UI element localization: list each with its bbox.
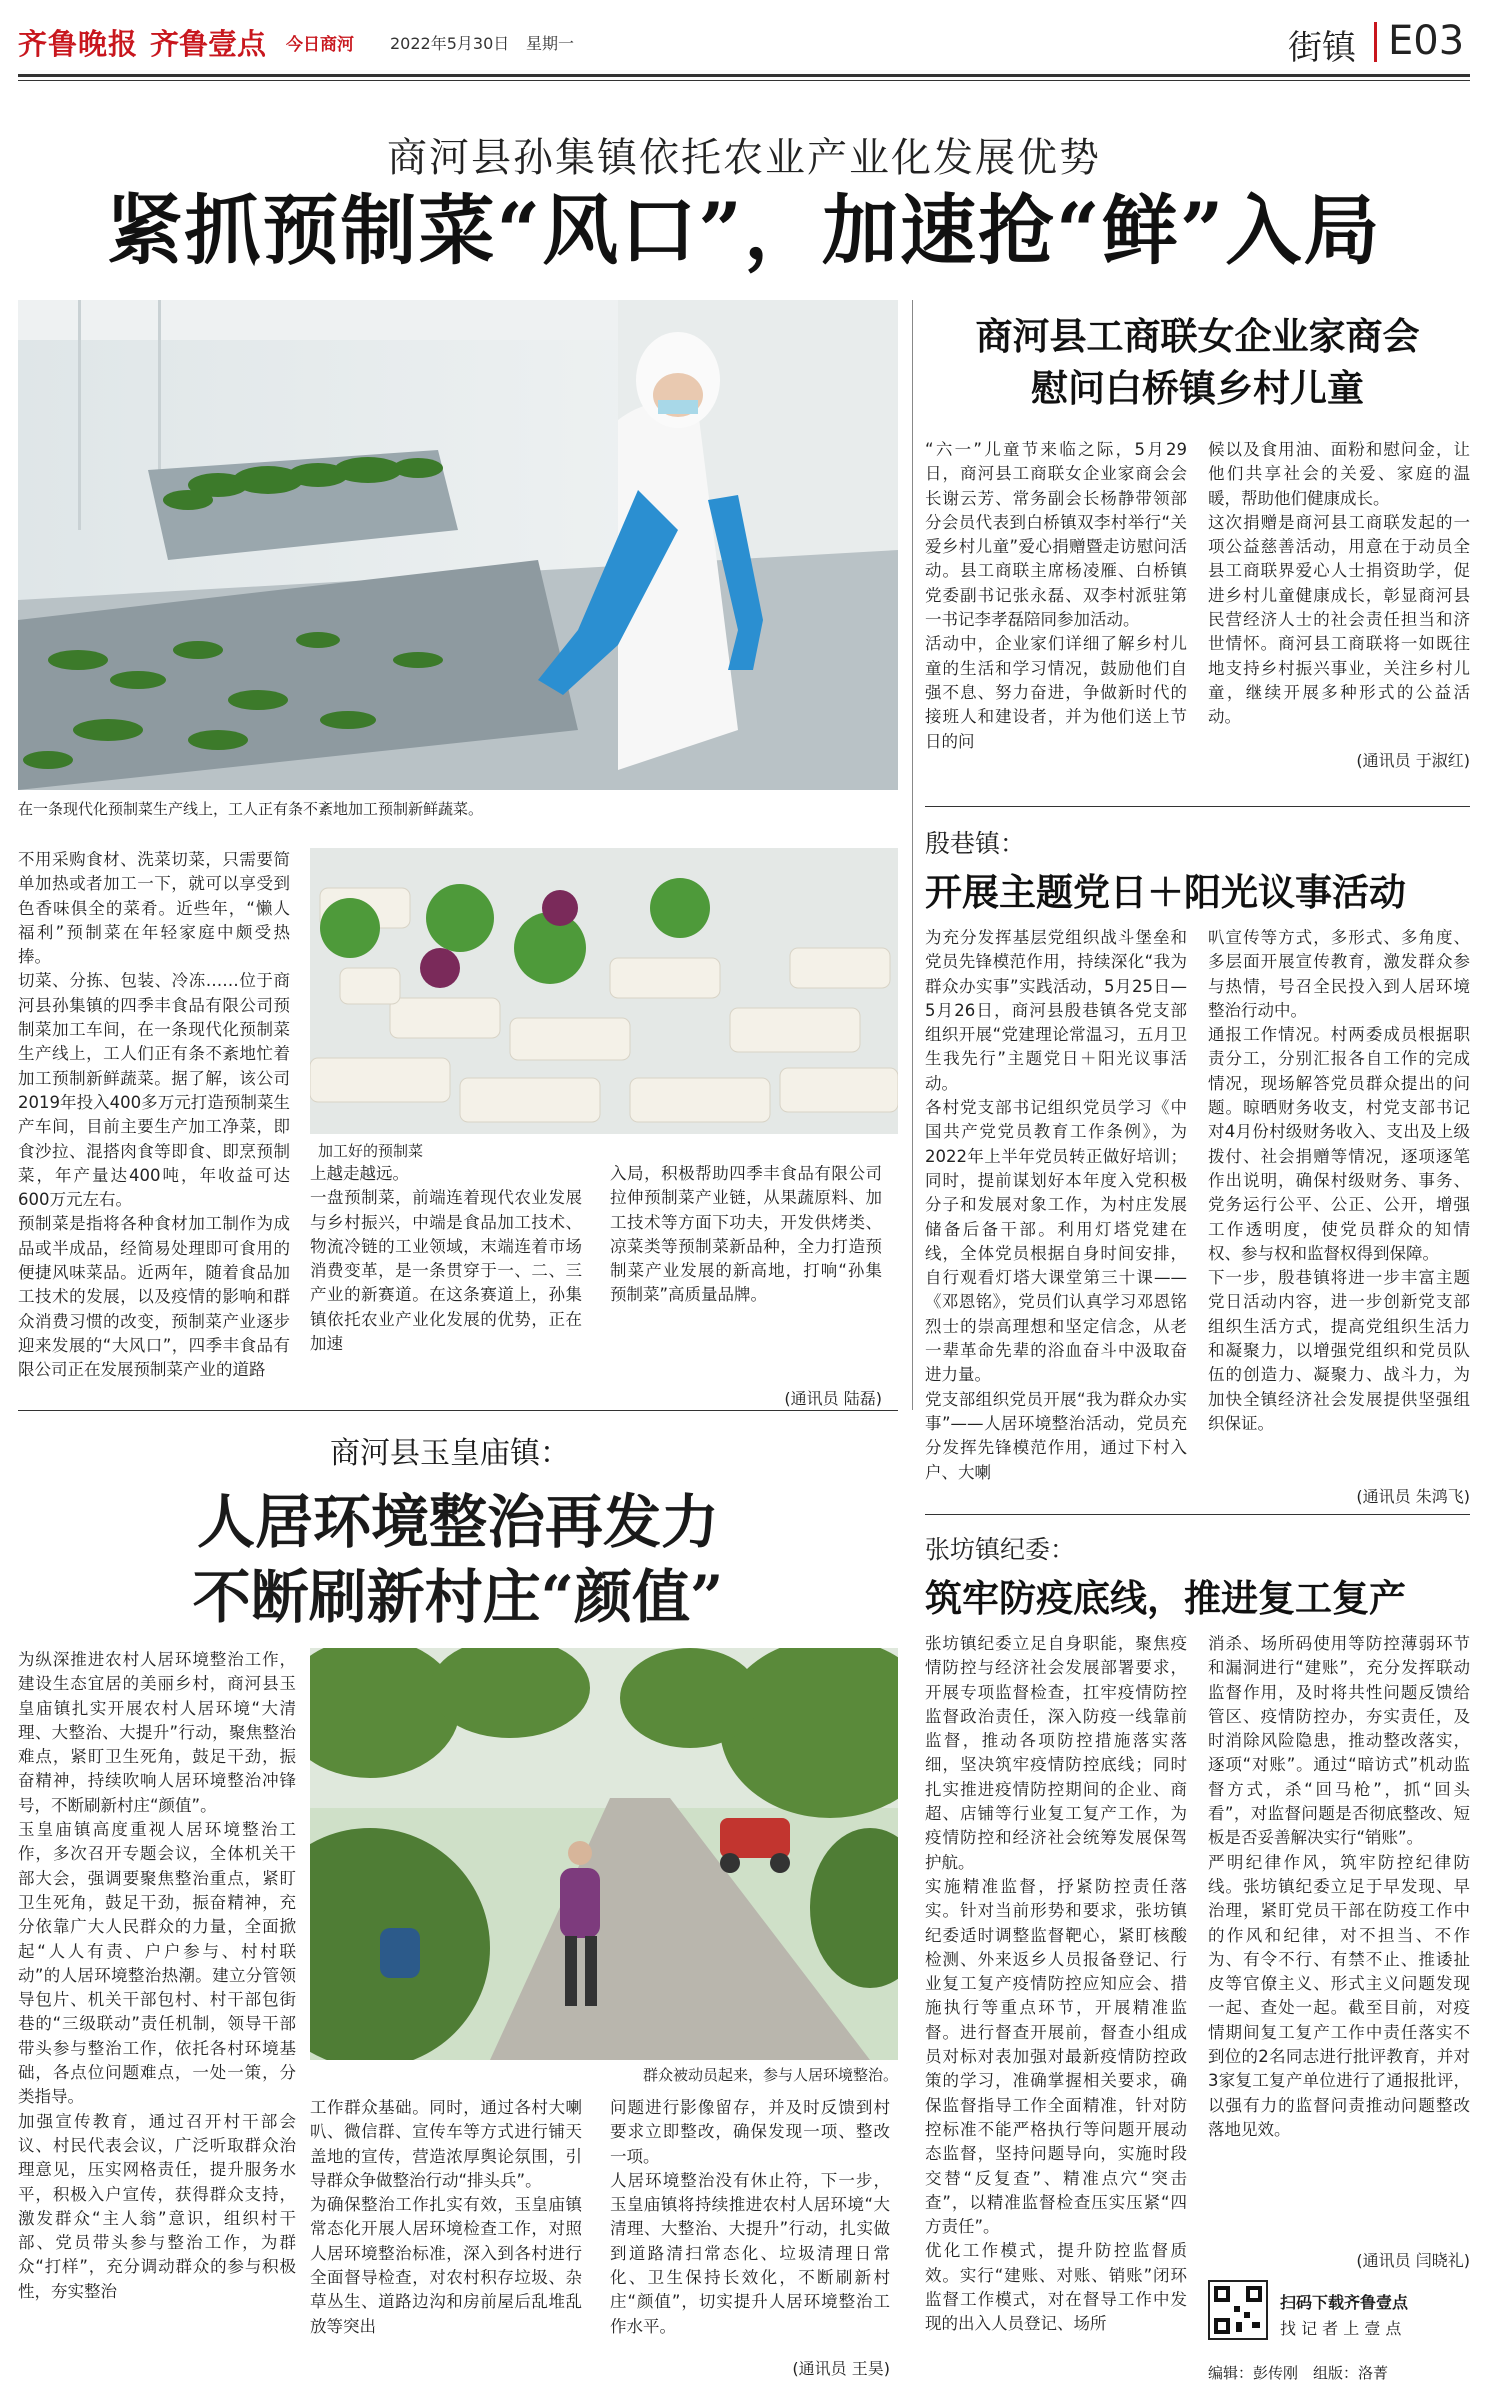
article4-column-2: 工作群众基础。同时，通过各村大喇叭、微信群、宣传车等方式进行铺天盖地的宣传，营造浓厚舆论氛围，引导群众争做整治行动“排头兵”。 为确保整治工作扎实有效，玉皇庙镇常态化开展人居环境检查工作，对照人居环境整治标准，深入到各村进行全面督导检查，对农村积存垃圾、杂草丛生、道路边沟和房前屋后乱堆乱放等突出 <box>310 2098 582 2336</box>
prepared-food-photo <box>310 848 898 1134</box>
issue-weekday: 星期一 <box>526 34 575 53</box>
masthead-rule <box>18 74 1470 77</box>
qr-label: 扫码下载齐鲁壹点 <box>1280 2293 1409 2312</box>
article5-kicker: 张坊镇纪委： <box>925 1535 1076 1564</box>
article4-headline-2: 不断刷新村庄“颜值” <box>192 1563 724 1631</box>
article3-column-1: 为充分发挥基层党组织战斗堡垒和党员先锋模范作用，持续深化“我为群众办实事”实践活动，5月25日—5月26日，商河县殷巷镇各党支部组织开展“党建理论常温习，五月卫生我先行”主题党日＋阳光议事活动。 各村党支部书记组织党员学习《中国共产党党员教育工作条例》，为2022年上半年党员转正做好培训；同时，提前谋划好本年度入党积极分子和发展对象工作，为村庄发展储备后备干部。利用灯塔党建在线，全体党员根据自身时间安排，自行观看灯塔大课堂第三十课——《邓恩铭》，党员们认真学习邓恩铭烈士的崇高理想和坚定信念，从老一辈革命先辈的浴血奋斗中汲取奋进力量。 党支部组织党员开展“我为群众办实事”——人居环境整治活动，党员充分发挥先锋模范作用，通过下村入户、大喇 <box>925 928 1187 1482</box>
prepared-food-caption: 加工好的预制菜 <box>318 1142 424 1160</box>
article2-headline-2: 慰问白桥镇乡村儿童 <box>1031 366 1364 410</box>
factory-photo <box>18 300 898 790</box>
article2-credit: (通讯员 于淑红) <box>1356 751 1470 770</box>
village-photo-caption: 群众被动员起来，参与人居环境整治。 <box>642 2066 898 2084</box>
qr-code[interactable] <box>1208 2280 1268 2340</box>
lead-credit: (通讯员 陆磊) <box>784 1389 882 1408</box>
lead-column-2: 上越走越远。 一盘预制菜，前端连着现代农业发展与乡村振兴，中端是食品加工技术、物流冷链的工业领域，末端连着市场消费变革，是一条贯穿于一、二、三产业的新赛道。在这条赛道上，孙集镇依托农业产业化发展的优势，正在加速 <box>310 1164 582 1354</box>
qr-sublabel: 找 记 者 上 壹 点 <box>1280 2319 1402 2338</box>
article5-rule <box>925 1514 1470 1515</box>
lead-headline: 紧抓预制菜“风口”，加速抢“鲜”入局 <box>106 186 1382 275</box>
lead-column-3: 入局，积极帮助四季丰食品有限公司拉伸预制菜产业链，从果蔬原料、加工技术等方面下功夫，开发供烤类、凉菜类等预制菜新品种，全力打造预制菜产业发展的新高地，打响“孙集预制菜”高质量品牌。 <box>610 1164 882 1305</box>
paper-logo: 齐鲁晚报 <box>18 27 139 61</box>
article2-headline-1: 商河县工商联女企业家商会 <box>975 314 1420 358</box>
editor-credit: 编辑：彭传刚 组版：洛菁 <box>1208 2364 1389 2382</box>
article4-credit: (通讯员 王昊) <box>792 2359 890 2378</box>
article5-headline: 筑牢防疫底线，推进复工复产 <box>925 1576 1406 1620</box>
page-number: E03 <box>1388 18 1465 64</box>
article4-column-1: 为纵深推进农村人居环境整治工作，建设生态宜居的美丽乡村，商河县玉皇庙镇扎实开展农村人居环境“大清理、大整治、大提升”行动，聚焦整治难点，紧盯卫生死角，鼓足干劲，振奋精神，持续吹响人居环境整治冲锋号，不断刷新村庄“颜值”。 玉皇庙镇高度重视人居环境整治工作，多次召开专题会议，全体机关干部大会，强调要聚焦整治重点，紧盯卫生死角，鼓足干劲，振奋精神，充分依靠广大人民群众的力量，全面掀起“人人有责、户户参与、村村联动”的人居环境整治热潮。建立分管领导包片、机关干部包村、村干部包街巷的“三级联动”责任机制，领导干部带头参与整治工作，依托各村环境基础，各点位问题难点，一处一策，分类指导。 加强宣传教育，通过召开村干部会议、村民代表会议，广泛听取群众治理意见，压实网格责任，提升服务水平，积极入户宣传，获得群众支持，激发群众“主人翁”意识，组织村干部、党员带头参与整治工作，为群众“打样”，充分调动群众的参与积极性，夯实整治 <box>18 1650 296 2301</box>
article2-column-2: 候以及食用油、面粉和慰问金，让他们共享社会的关爱、家庭的温暖，帮助他们健康成长。 这次捐赠是商河县工商联发起的一项公益慈善活动，用意在于动员全县工商联界爱心人士捐资助学，促进乡村儿童健康成长，彰显商河县民营经济人士的社会责任担当和济世情怀。商河县工商联将一如既往地支持乡村振兴事业，关注乡村儿童，继续开展多种形式的公益活动。 <box>1208 440 1470 727</box>
article2-column-1: “六一”儿童节来临之际，5月29日，商河县工商联女企业家商会会长谢云芳、常务副会长杨静带领部分会员代表到白桥镇双李村举行“关爱乡村儿童”爱心捐赠暨走访慰问活动。县工商联主席杨凌雁、白桥镇党委副书记张永磊、双李村派驻第一书记李孝磊陪同参加活动。 活动中，企业家们详细了解乡村儿童的生活和学习情况，鼓励他们自强不息、努力奋进，争做新时代的接班人和建设者，并为他们送上节日的问 <box>925 440 1187 751</box>
app-logo: 齐鲁壹点 <box>150 27 267 61</box>
article3-headline: 开展主题党日＋阳光议事活动 <box>925 870 1406 914</box>
lead-kicker: 商河县孙集镇依托农业产业化发展优势 <box>387 135 1101 181</box>
section-name: 街镇 <box>1288 28 1356 68</box>
article4-column-3: 问题进行影像留存，并及时反馈到村要求立即整改，确保发现一项、整改一项。 人居环境整治没有休止符，下一步，玉皇庙镇将持续推进农村人居环境“大清理、大整治、大提升”行动，扎实做到道路清扫常态化、垃圾清理日常化、卫生保持长效化，不断刷新村庄“颜值”，切实提升人居环境整治工作水平。 <box>610 2098 890 2336</box>
article5-column-2: 消杀、场所码使用等防控薄弱环节和漏洞进行“建账”，充分发挥联动监督作用，及时将共性问题反馈给管区、疫情防控办，夯实责任，及时消除风险隐患，推动整改落实，逐项“对账”。通过“暗访式”机动监督方式，杀“回马枪”，抓“回头看”，对监督问题是否彻底整改、短板是否妥善解决实行“销账”。 严明纪律作风，筑牢防控纪律防线。张坊镇纪委立足于早发现、早治理，紧盯党员干部在防疫工作中的作风和纪律，对不担当、不作为、有令不行、有禁不止、推诿扯皮等官僚主义、形式主义问题发现一起、查处一起。截至目前，对疫情期间复工复产工作中责任落实不到位的2名同志进行批评教育，并对3家复工复产单位进行了通报批评，以强有力的监督问责推动问题整改落地见效。 <box>1208 1634 1470 2139</box>
article4-kicker: 商河县玉皇庙镇： <box>330 1436 570 1471</box>
lead-column-1: 不用采购食材、洗菜切菜，只需要简单加热或者加工一下，就可以享受到色香味俱全的菜肴。近些年，“懒人福利”预制菜在年轻家庭中颇受热捧。 切菜、分拣、包装、冷冻……位于商河县孙集镇的四季丰食品有限公司预制菜加工车间，在一条现代化预制菜生产线上，工人们正有条不紊地忙着加工预制新鲜蔬菜。据了解，该公司2019年投入400多万元打造预制菜生产车间，目前主要生产加工净菜，即食沙拉、混搭肉食等即食、即烹预制菜，年产量达400吨，年收益可达600万元左右。 预制菜是指将各种食材加工制作为成品或半成品，经简易处理即可食用的便捷风味菜品。近两年，随着食品加工技术的发展，以及疫情的影响和群众消费习惯的改变，预制菜产业逐步迎来发展的“大风口”，四季丰食品有限公司正在发展预制菜产业的道路 <box>18 850 290 1380</box>
masthead-rule-thin <box>18 80 1470 81</box>
issue-date: 2022年5月30日 <box>390 34 510 53</box>
factory-photo-caption: 在一条现代化预制菜生产线上，工人正有条不紊地加工预制新鲜蔬菜。 <box>18 800 484 818</box>
article3-column-2: 叭宣传等方式，多形式、多角度、多层面开展宣传教育，激发群众参与热情，号召全民投入到人居环境整治行动中。 通报工作情况。村两委成员根据职责分工，分别汇报各自工作的完成情况，现场解答党员群众提出的问题。晾晒财务收支，村党支部书记对4月份村级财务收入、支出及上级拨付、社会捐赠等情况，逐项逐笔作出说明，确保村级财务、事务、党务运行公平、公正、公开，增强工作透明度，使党员群众的知情权、参与权和监督权得到保障。 下一步，殷巷镇将进一步丰富主题党日活动内容，进一步创新党支部组织生活方式，提高党组织生活力和凝聚力，以增强党组织和党员队伍的创造力、凝聚力、战斗力，为加快全镇经济社会发展提供坚强组织保证。 <box>1208 928 1470 1433</box>
edition-label: 今日商河 <box>286 35 354 55</box>
article4-rule <box>18 1410 898 1411</box>
article3-kicker: 殷巷镇： <box>925 829 1026 858</box>
village-photo <box>310 1648 898 2060</box>
masthead <box>18 14 1470 84</box>
column-separator <box>912 300 913 1410</box>
article5-credit: (通讯员 闫晓礼) <box>1356 2251 1470 2270</box>
article4-headline-1: 人居环境整治再发力 <box>196 1488 719 1556</box>
article5-column-1: 张坊镇纪委立足自身职能，聚焦疫情防控与经济社会发展部署要求，开展专项监督检查，扛牢疫情防控监督政治责任，深入防疫一线靠前监督，推动各项防控措施落实落细，坚决筑牢疫情防控底线；同时扎实推进疫情防控期间的企业、商超、店铺等行业复工复产工作，为疫情防控和经济社会统筹发展保驾护航。 实施精准监督，抒紧防控责任落实。针对当前形势和要求，张坊镇纪委适时调整监督靶心，紧盯核酸检测、外来返乡人员报备登记、行业复工复产疫情防控应知应会、措施执行等重点环节，开展精准监督。进行督查开展前，督查小组成员对标对表加强对最新疫情防控政策的学习，准确掌握相关要求，确保监督指导工作全面精准，针对防控标准不能严格执行等问题开展动态监督，坚持问题导向，实施时段交替“反复查”、精准点穴“突击查”，以精准监督检查压实压紧“四方责任”。 优化工作模式，提升防控监督质效。实行“建账、对账、销账”闭环监督工作模式，对在督导工作中发现的出入人员登记、场所 <box>925 1634 1187 2334</box>
article2-rule <box>925 806 1470 807</box>
article3-credit: (通讯员 朱鸿飞) <box>1356 1487 1470 1506</box>
section-divider <box>1374 22 1377 62</box>
